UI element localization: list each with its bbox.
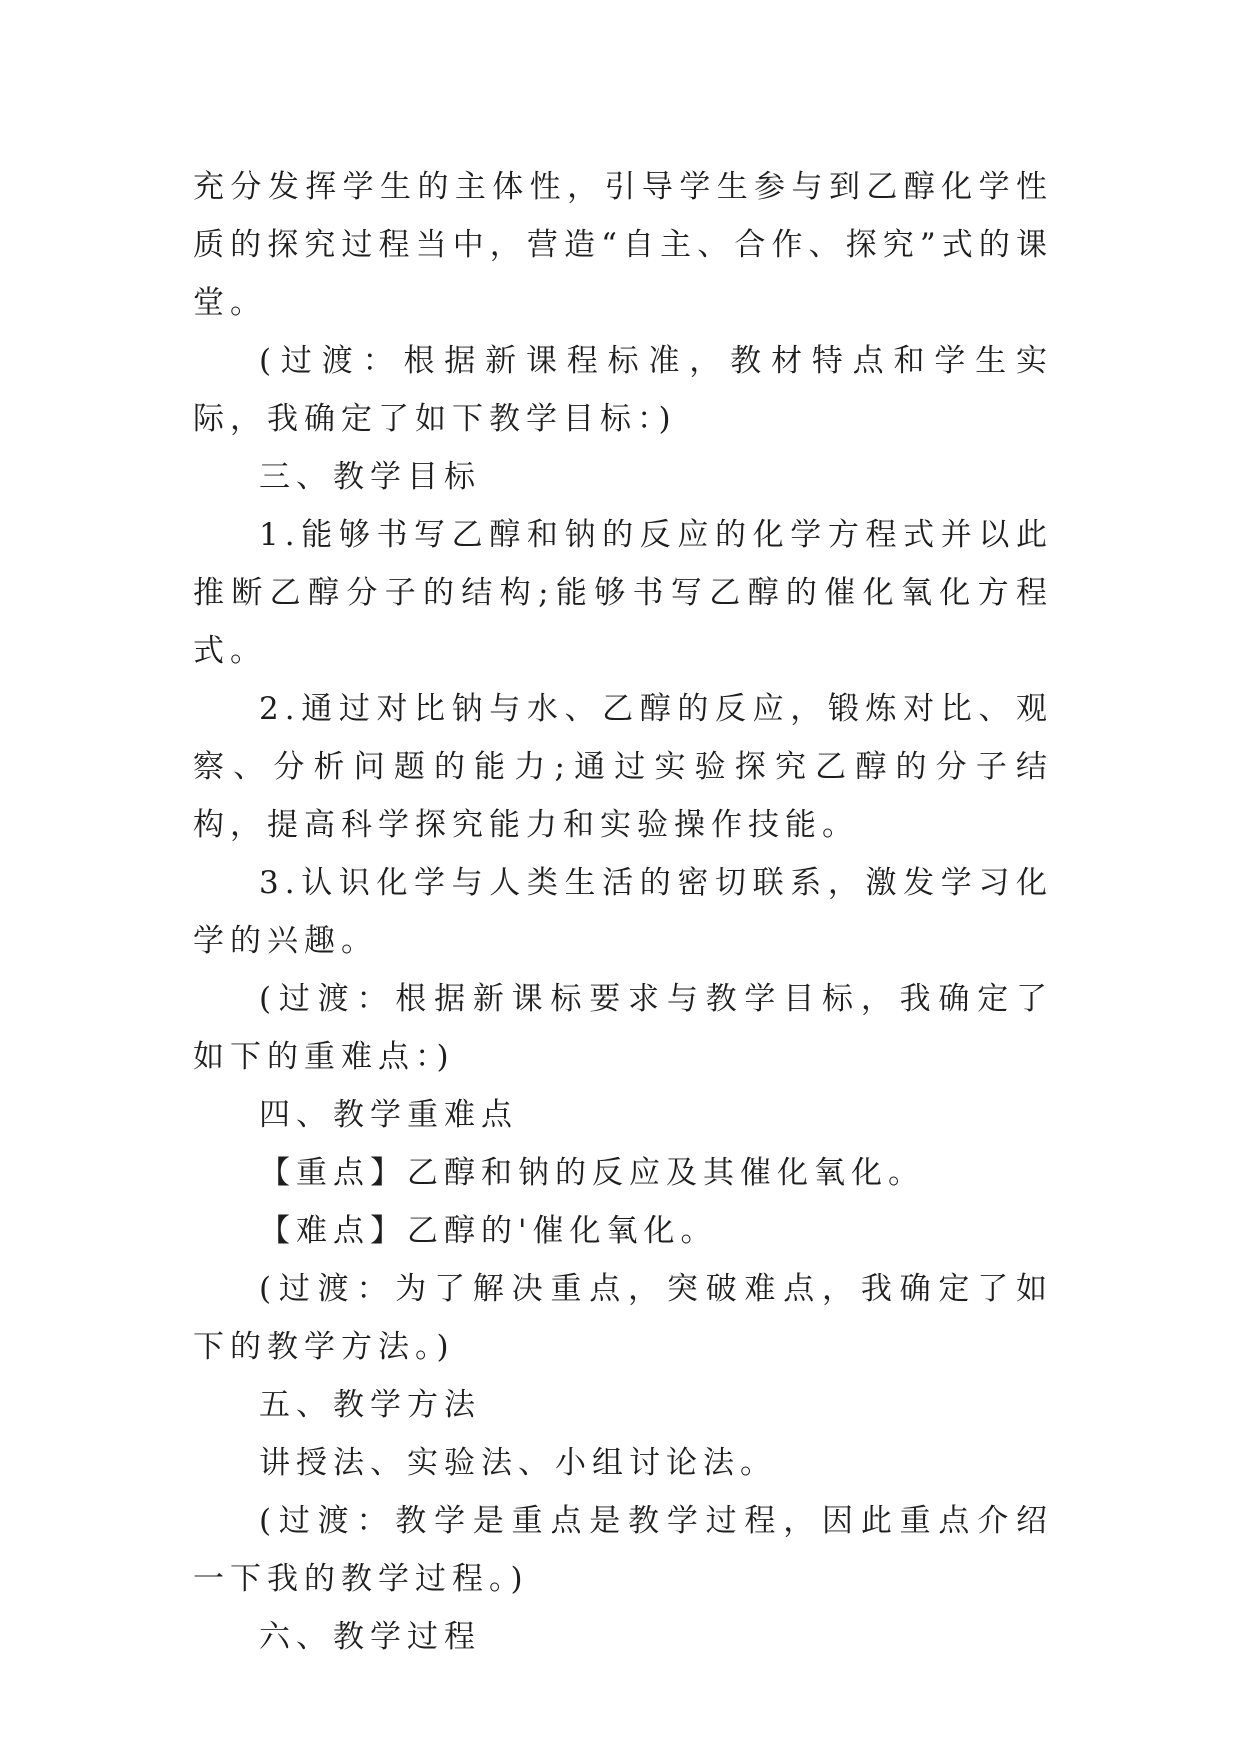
paragraph-intro-continuation: 充分发挥学生的主体性，引导学生参与到乙醇化学性质的探究过程当中，营造“自主、合作、探究”式的课堂。 <box>193 169 1053 321</box>
paragraph-transition-keypoints: (过渡：根据新课标要求与教学目标，我确定了如下的重难点：) <box>193 981 1053 1075</box>
paragraph-objective-3: 3.认识化学与人类生活的密切联系，激发学习化学的兴趣。 <box>193 865 1053 959</box>
section-heading-process: 六、教学过程 <box>259 1619 481 1655</box>
paragraph-objective-1: 1.能够书写乙醇和钠的反应的化学方程式并以此推断乙醇分子的结构;能够书写乙醇的催化氧化方程式。 <box>193 517 1053 669</box>
paragraph-transition-methods: (过渡：为了解决重点，突破难点，我确定了如下的教学方法。) <box>193 1271 1053 1365</box>
section-heading-keypoints: 四、教学重难点 <box>259 1097 518 1133</box>
section-heading-objectives: 三、教学目标 <box>259 459 481 495</box>
section-heading-methods: 五、教学方法 <box>259 1387 481 1423</box>
paragraph-objective-2: 2.通过对比钠与水、乙醇的反应，锻炼对比、观察、分析问题的能力;通过实验探究乙醇的分子结构，提高科学探究能力和实验操作技能。 <box>193 691 1053 843</box>
document-body <box>193 158 1053 1666</box>
paragraph-key-point: 【重点】乙醇和钠的反应及其催化氧化。 <box>259 1155 925 1191</box>
paragraph-transition-objectives: (过渡：根据新课程标准，教材特点和学生实际，我确定了如下教学目标：) <box>193 343 1053 437</box>
paragraph-methods-list: 讲授法、实验法、小组讨论法。 <box>259 1445 777 1481</box>
paragraph-difficult-point: 【难点】乙醇的'催化氧化。 <box>259 1213 718 1249</box>
paragraph-transition-process: (过渡：教学是重点是教学过程，因此重点介绍一下我的教学过程。) <box>193 1503 1053 1597</box>
